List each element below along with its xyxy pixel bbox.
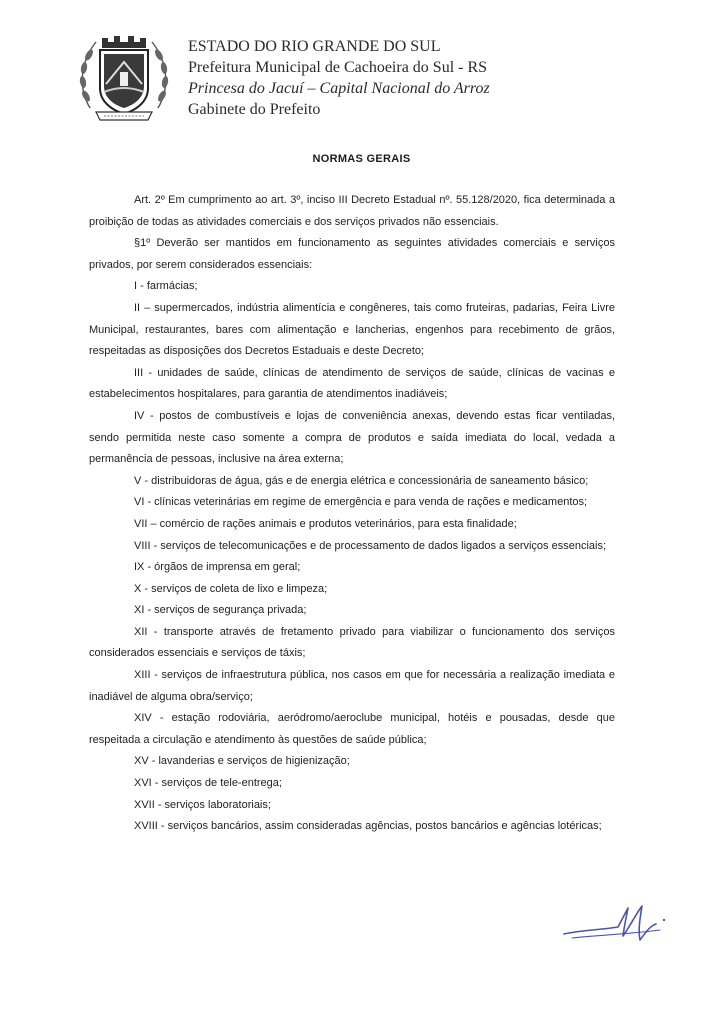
coat-of-arms-icon [76, 26, 172, 126]
list-item: XVI - serviços de tele-entrega; [134, 777, 282, 790]
list-item: VII – comércio de rações animais e produtos veterinários, para esta finalidade; [134, 517, 517, 530]
list-item: VIII - serviços de telecomunicações e de processamento de dados ligados a serviços essenciais; [134, 539, 607, 552]
list-item: XV - lavanderias e serviços de higienização; [134, 755, 350, 768]
list-item: IV - postos de combustíveis e lojas de conveniência anexas, devendo estas ficar ventiladas, sendo permitida neste caso somente a compra de produtos e saída imediata do local, vedada a permanência de pessoas, inclusive na área externa; [89, 409, 615, 466]
list-item: IX - órgãos de imprensa em geral; [134, 561, 301, 574]
section-title: NORMAS GERAIS [312, 153, 411, 165]
list-item: XIII - serviços de infraestrutura pública, nos casos em que for necessária a realização imediata e inadiável de alguma obra/serviço; [89, 669, 615, 703]
list-item: I - farmácias; [134, 280, 198, 293]
list-item: XVII - serviços laboratoriais; [134, 798, 271, 811]
section-paragraph: §1º Deverão ser mantidos em funcionamento as seguintes atividades comerciais e serviços privados, por serem considerados essenciais: [89, 237, 615, 271]
letterhead [76, 26, 676, 126]
letterhead-text [188, 36, 490, 120]
list-item: III - unidades de saúde, clínicas de atendimento de serviços de saúde, clínicas de vacinas e estabelecimentos hospitalares, para garantia de atendimentos inadiáveis; [89, 366, 615, 401]
list-item: XII - transporte através de fretamento privado para viabilizar o funcionamento dos serviços considerados essenciais e serviços de táxis; [89, 625, 615, 660]
list-item: V - distribuidoras de água, gás e de energia elétrica e concessionária de saneamento básico; [134, 474, 589, 487]
list-item: X - serviços de coleta de lixo e limpeza; [134, 582, 328, 595]
state-name: ESTADO DO RIO GRANDE DO SUL [188, 38, 441, 55]
list-item: II – supermercados, indústria alimentícia e congêneres, tais como fruteiras, padarias, Feira Livre Municipal, restaurantes, bares com alimentação e lancherias, engenhos para recebimento de grãos, respeitadas as disposições dos Decretos Estaduais e deste Decreto; [89, 301, 615, 358]
city-motto: Princesa do Jacuí – Capital Nacional do Arroz [188, 80, 490, 97]
municipality-name: Prefeitura Municipal de Cachoeira do Sul - RS [188, 59, 488, 76]
list-item: XI - serviços de segurança privada; [134, 604, 307, 617]
list-item: VI - clínicas veterinárias em regime de emergência e para venda de rações e medicamentos; [134, 496, 588, 509]
list-item: XVIII - serviços bancários, assim consideradas agências, postos bancários e agências lotéricas; [134, 820, 602, 833]
handwritten-signature-icon [560, 900, 680, 950]
list-item: XIV - estação rodoviária, aeródromo/aeroclube municipal, hotéis e pousadas, desde que respeitada a circulação e atendimento às questões de saúde pública; [89, 712, 615, 746]
article-paragraph: Art. 2º Em cumprimento ao art. 3º, inciso III Decreto Estadual nº. 55.128/2020, fica determinada a proibição de todas as atividades comerciais e dos serviços privados não essenciais. [89, 194, 615, 228]
office-name: Gabinete do Prefeito [188, 101, 321, 118]
document-body [89, 190, 615, 838]
